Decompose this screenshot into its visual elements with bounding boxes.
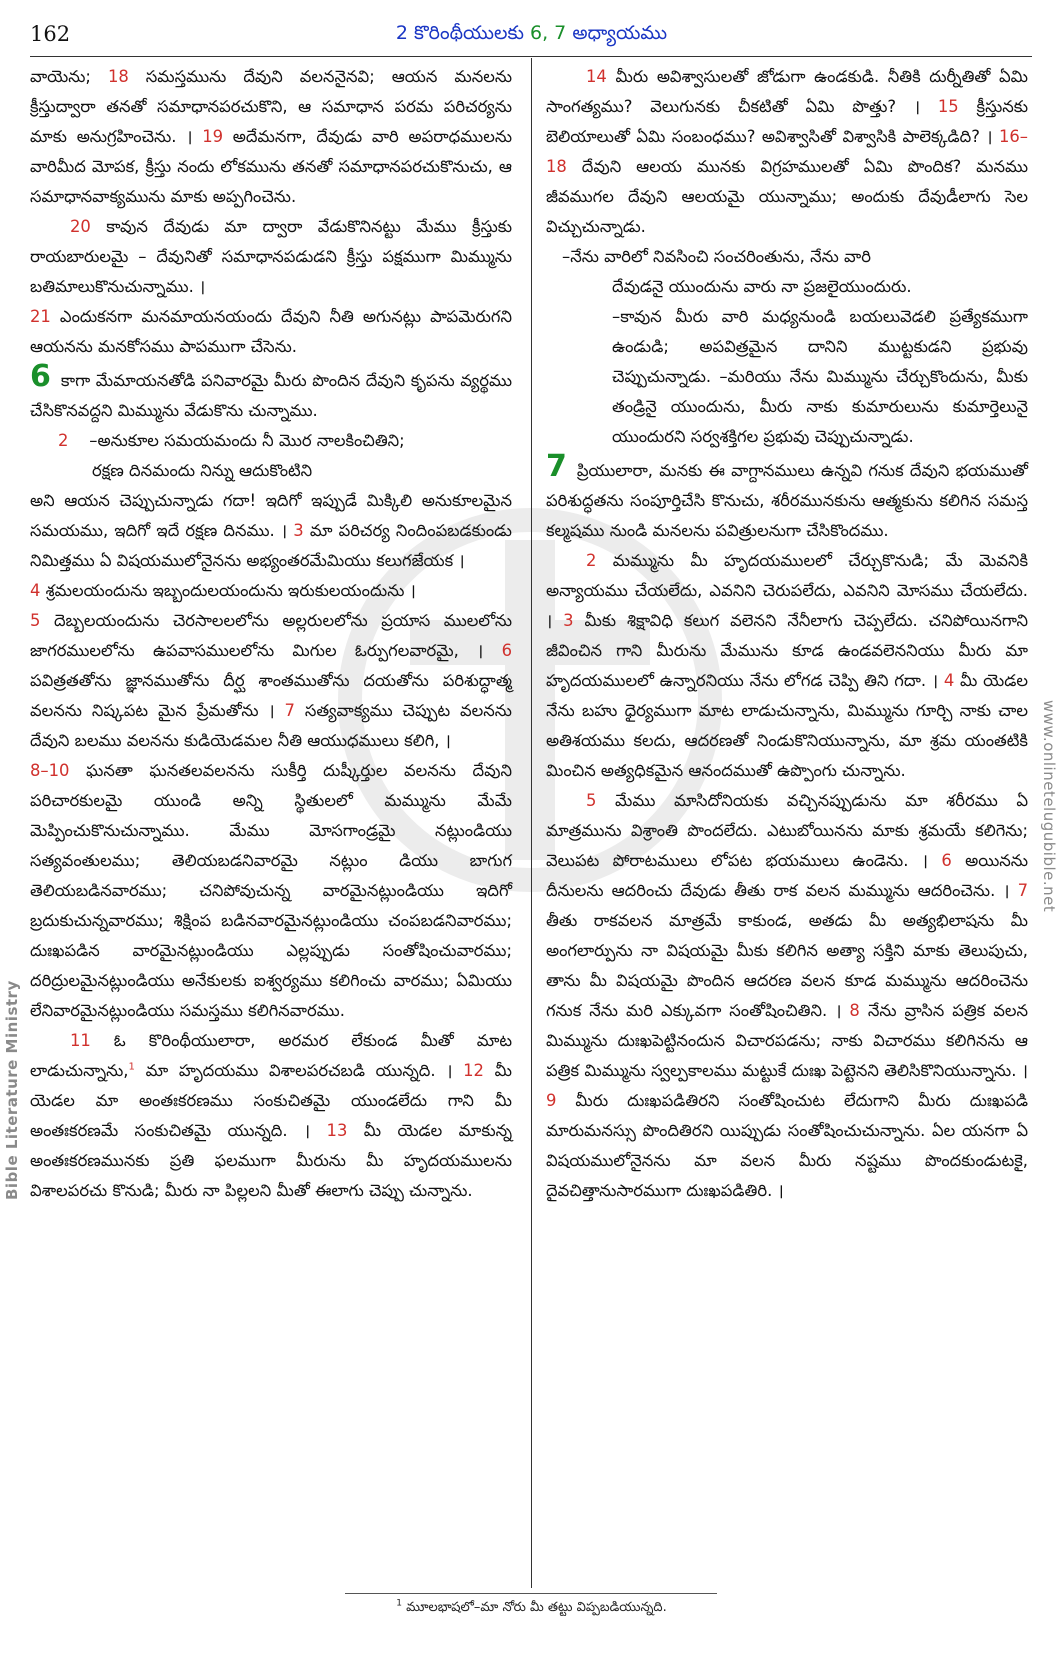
verse-number: 9 (546, 1091, 557, 1110)
page-header (0, 18, 1063, 54)
verse-number: 16–18 (546, 127, 1028, 176)
footnote-mark[interactable]: 1 (128, 1061, 135, 1073)
verse-number: 6 (501, 641, 512, 660)
verse-number: 2 (586, 551, 597, 570)
side-text-right[interactable]: www.onlinetelugubible.net (1040, 700, 1058, 913)
chapter-suffix: అధ్యాయము (572, 22, 668, 44)
footnote-rule (345, 1593, 717, 1594)
verse-number: 21 (30, 307, 51, 326)
verse-number: 8 (849, 1001, 860, 1020)
chapter-numbers: 6, 7 (530, 22, 567, 44)
running-title (0, 22, 1063, 49)
verse-number: 18 (107, 67, 129, 86)
verse-number: 5 (30, 611, 41, 630)
quote-line: దేవుడనై యుందును వారు నా ప్రజలైయుందురు. (612, 277, 912, 296)
chapter-start-paragraph: 6 కాగా మేమాయనతోడి పనివారమై మీరు పొందిన దేవుని కృపను వ్యర్థము చేసికొనవద్దని మిమ్మును వేడుకొను చున్నాము. (30, 359, 512, 420)
paragraph: 2 మమ్మును మీ హృదయములలో చేర్చుకొనుడి; మే మెవనికి అన్యాయము చేయలేదు, ఎవనిని చెరుపలేదు, ఎవనిని మోసము చేయలేదు. । 3 మీకు శిక్షావిధి కలుగ వలెనని నేనీలాగు చెప్పలేదు. చనిపోయినగాని జీవించిన గాని మీరును మేమును కూడ ఉండవలెననియు మీరు మా హృదయములలో ఉన్నారనియు నేను లోగడ చెప్పి తిని గదా. । 4 మీ యెడల నేను బహు ధైర్యముగా మాట లాడుచున్నాను, మిమ్మును గూర్చి నాకు చాల అతిశయము కలదు, ఆదరణతో నిండుకొనియున్నాను, మా శ్రమ యంతటికి మించిన అత్యధికమైన ఆనందముతో ఉప్పొంగు చున్నాను. (546, 551, 1028, 780)
quote-line: –నేను వారిలో నివసించి సంచరింతును, నేను వారి (562, 247, 871, 266)
verse-number: 5 (586, 791, 597, 810)
footnote-text: మూలభాషలో–మా నోరు మీ తట్టు విప్పబడియున్నది. (401, 1600, 667, 1615)
chapter-number: 7 (546, 449, 567, 484)
paragraph: 20 కావున దేవుడు మా ద్వారా వేడుకొనినట్టు మేము క్రీస్తుకు రాయబారులమై – దేవునితో సమాధానపడుడని క్రీస్తు పక్షముగా మిమ్మును బతిమాలుకొనుచున్నాము. । 21 ఎందుకనగా మనమాయనయందు దేవుని నీతి అగునట్లు పాపమెరుగని ఆయనను మనకోసము పాపముగా చేసెను. (30, 217, 512, 356)
verse-number: 4 (30, 581, 41, 600)
verse-number: 15 (937, 97, 959, 116)
verse-number: 7 (1017, 881, 1029, 900)
chapter-number: 6 (30, 359, 51, 394)
chapter-start-paragraph: 7 ప్రియులారా, మనకు ఈ వాగ్దానములు ఉన్నవి గనుక దేవుని భయముతో పరిశుద్ధతను సంపూర్తిచేసి కొనుచు, శరీరమునకును ఆత్మకును కలిగిన సమస్త కల్మషము నుండి మనలను పవిత్రులనుగా చేసికొందము. (546, 449, 1028, 540)
verse-number: 14 (586, 67, 607, 86)
verse-number: 8–10 (30, 761, 70, 780)
verse-number: 7 (284, 701, 295, 720)
header-rule (30, 56, 1032, 57)
paragraph: 5 మేము మాసిదోనియకు వచ్చినప్పుడును మా శరీరము ఏ మాత్రమును విశ్రాంతి పొందలేదు. ఎటుబోయినను మాకు శ్రమయే కలిగెను; వెలుపట పోరాటములు లోపట భయములు ఉండెను. । 6 అయినను దీనులను ఆదరించు దేవుడు తీతు రాక వలన మమ్మును ఆదరించెను. । 7 తీతు రాకవలన మాత్రమే కాకుండ, అతడు మీ అత్యభిలాషను మీ అంగలార్పును నా విషయమై మీకు కలిగిన అత్యా సక్తిని మాకు తెలుపుచు, తాను మీ విషయమై పొందిన ఆదరణ వలన కూడ మమ్మును ఆదరించెను గనుక నేను మరి ఎక్కువగా సంతోషించితిని. । 8 నేను వ్రాసిన పత్రిక వలన మిమ్మును దుఃఖపెట్టినందున విచారపడను; నాకు విచారము కలిగినను ఆ పత్రిక మిమ్మును స్వల్పకాలము మట్టుకే దుఃఖ పెట్టెనని తెలిసికొనియున్నాను. । 9 మీరు దుఃఖపడితిరని సంతోషించుట లేదుగాని మీరు దుఃఖపడి మారుమనస్సు పొందితిరని యిప్పుడు సంతోషించుచున్నాను. ఏల యనగా ఏ విషయములోనైనను మా వలన మీరు నష్టము పొందకుండుటకై, దైవచిత్తానుసారముగా దుఃఖపడితిరి. । (546, 791, 1029, 1200)
footnote-number: 1 (396, 1598, 402, 1609)
side-text-left: Bible Literature Ministry (3, 980, 21, 1200)
paragraph: 14 మీరు అవిశ్వాసులతో జోడుగా ఉండకుడి. నీతికి దుర్నీతితో ఏమి సాంగత్యము? వెలుగునకు చీకటితో ఏమి పొత్తు? । 15 క్రీస్తునకు బెలియాలుతో ఏమి సంబంధము? అవిశ్వాసితో విశ్వాసికి పాలెక్కడిది? । 16–18 దేవుని ఆలయ మునకు విగ్రహములతో ఏమి పొందిక? మనము జీవముగల దేవుని ఆలయమై యున్నాము; అందుకు దేవుడీలాగు సెల విచ్చుచున్నాడు. (546, 67, 1028, 236)
verse-number: 20 (70, 217, 91, 236)
verse-number: 19 (202, 127, 224, 146)
page-number: 162 (30, 22, 71, 46)
verse-number: 3 (563, 611, 574, 630)
verse-number: 11 (70, 1031, 91, 1050)
verse-number: 2 (58, 431, 69, 450)
left-column (30, 62, 512, 1206)
book-name: 2 కొరింథీయులకు (395, 22, 524, 44)
paragraph: 11 ఓ కొరింథీయులారా, అరమర లేకుండ మీతో మాట లాడుచున్నాను,$^1$ మా హృదయము విశాలపరచబడి యున్నది. । 12 మీ యెడల మా అంతఃకరణము సంకుచితమై యుండలేదు గాని మీ అంతఃకరణమే సంకుచితమై యున్నది. । 13 మీ యెడల మాకున్న అంతఃకరణమునకు ప్రతి ఫలముగా మీరును మీ హృదయములను విశాలపరచు కొనుడి; మీరు నా పిల్లలని మీతో ఈలాగు చెప్పు చున్నాను. (30, 1031, 512, 1200)
right-column (546, 62, 1028, 1206)
verse-number: 3 (293, 521, 304, 540)
verse-number: 12 (463, 1061, 484, 1080)
quote-block: –కావున మీరు వారి మధ్యనుండి బయలువెడలి ప్రత్యేకముగా ఉండుడి; అపవిత్రమైన దానిని ముట్టకుడని ప్రభువు చెప్పుచున్నాడు. –మరియు నేను మిమ్మును చేర్చుకొందును, మీకు తండ్రినై యుందును, మీరు నాకు కుమారులును కుమార్తెలునై యుందురని సర్వశక్తిగల ప్రభువు చెప్పుచున్నాడు. (612, 307, 1028, 446)
paragraph: అని ఆయన చెప్పుచున్నాడు గదా! ఇదిగో ఇప్పుడే మిక్కిలి అనుకూలమైన సమయము, ఇదిగో ఇదే రక్షణ దినము. । 3 మా పరిచర్య నిందింపబడకుండు నిమిత్తము ఏ విషయములోనైనను అభ్యంతరమేమియు కలుగజేయక । 4 శ్రమలయందును ఇబ్బందులయందును ఇరుకులయందును । 5 దెబ్బలయందును చెరసాలలలోను అల్లరులలోను ప్రయాస ములలోను జాగరములలోను ఉపవాసములలోను మిగుల ఓర్పుగలవారమై, । 6 పవిత్రతతోను జ్ఞానముతోను దీర్ఘ శాంతముతోను దయతోను పరిశుద్ధాత్మ వలనను నిష్కపట మైన ప్రేమతోను । 7 సత్యవాక్యము చెప్పుట వలనను దేవుని బలము వలనను కుడియెడమల నీతి ఆయుధములు కలిగి, । 8–10 ఘనతా ఘనతలవలనను సుకీర్తి దుష్కీర్తుల వలనను దేవుని పరిచారకులమై యుండి అన్ని స్థితులలో మమ్మును మేమే మెప్పించుకొనుచున్నాము. మేము మోసగాండ్రమై నట్లుండియు సత్యవంతులము; తెలియబడనివారమై నట్లుం డియు బాగుగ తెలియబడినవారము; చనిపోవుచున్న వారమైనట్లుండియు ఇదిగో బ్రదుకుచున్నవారము; శిక్షింప బడినవారమైనట్లుండియు చంపబడనివారము; దుఃఖపడిన వారమైనట్లుండియు ఎల్లప్పుడు సంతోషించువారము; దరిద్రులమైనట్లుండియు అనేకులకు ఐశ్వర్యము కలిగించు వారము; ఏమియు లేనివారమైనట్లుండియు సమస్తము కలిగినవారము. (30, 491, 512, 1020)
quote-line: 2 –అనుకూల సమయమందు నీ మొర నాలకించితిని; (58, 431, 405, 450)
column-divider (531, 58, 532, 1588)
verse-number: 6 (941, 851, 952, 870)
paragraph: వాయెను; 18 సమస్తమును దేవుని వలననైనవి; ఆయన మనలను క్రీస్తుద్వారా తనతో సమాధానపరచుకొని, ఆ సమాధాన పరమ పరిచర్యను మాకు అనుగ్రహించెను. । 19 అదేమనగా, దేవుడు వారి అపరాధములను వారిమీద మోపక, క్రీస్తు నందు లోకమును తనతో సమాధానపరచుకొనుచు, ఆ సమాధానవాక్యమును మాకు అప్పగించెను. (30, 67, 513, 206)
footnote (0, 1600, 1063, 1618)
verse-number: 4 (943, 671, 955, 690)
verse-number: 13 (326, 1121, 348, 1140)
quote-line: రక్షణ దినమందు నిన్ను ఆదుకొంటిని (92, 461, 313, 480)
